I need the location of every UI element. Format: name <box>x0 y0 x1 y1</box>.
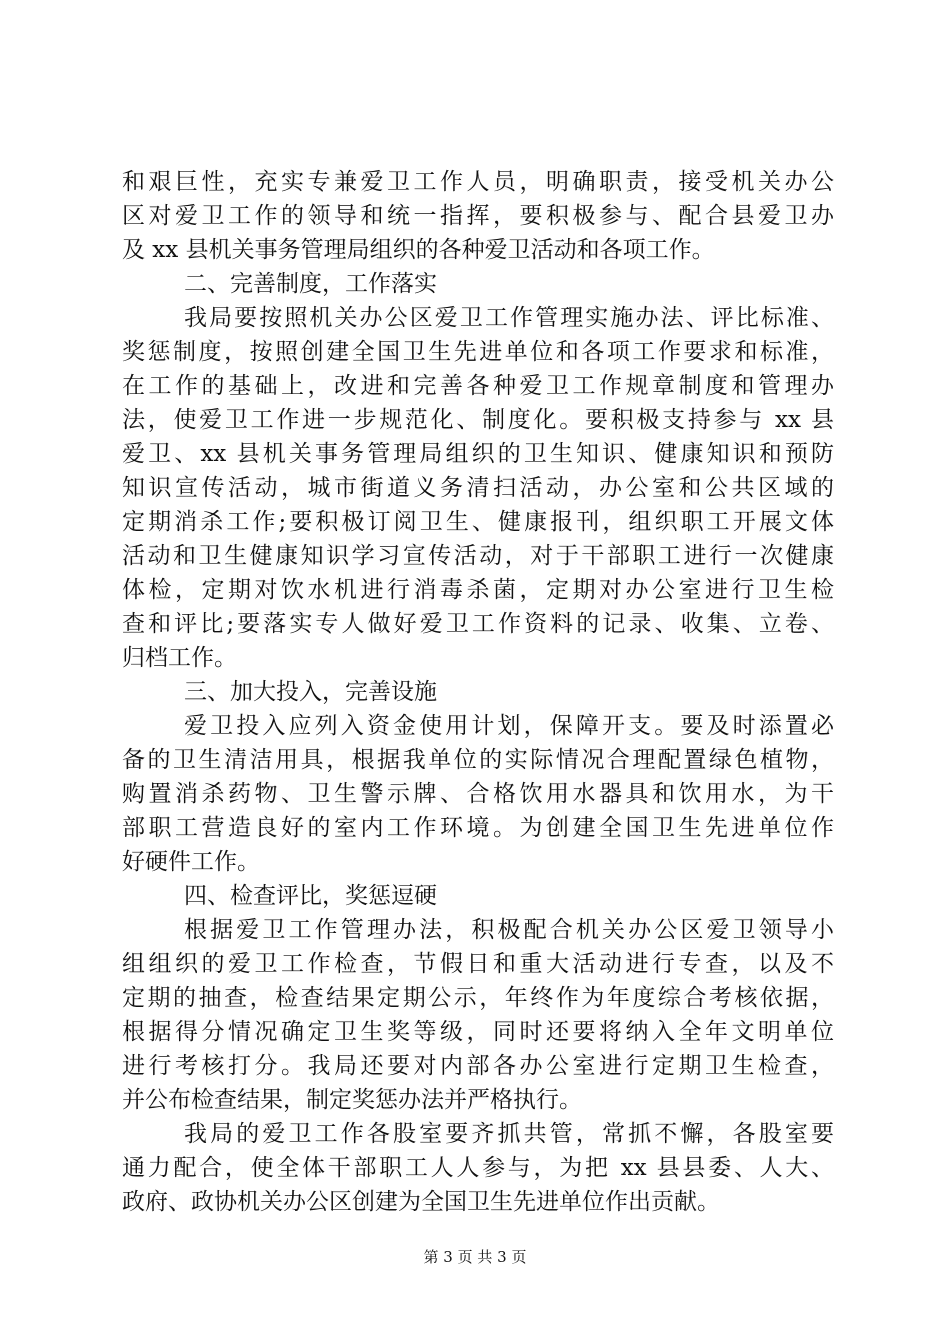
text-line: 活动和卫生健康知识学习宣传活动，对于干部职工进行一次健康 <box>122 543 834 569</box>
text-line: 根据得分情况确定卫生奖等级，同时还要将纳入全年文明单位 <box>122 1019 834 1045</box>
text-line: 区对爱卫工作的领导和统一指挥，要积极参与、配合县爱卫办 <box>122 203 834 229</box>
page-footer: 第 3 页 共 3 页 <box>423 1248 527 1266</box>
text-line: 在工作的基础上，改进和完善各种爱卫工作规章制度和管理办 <box>122 373 834 399</box>
text-line: 政府、政协机关办公区创建为全国卫生先进单位作出贡献。 <box>122 1189 720 1215</box>
text-line: 定期的抽查，检查结果定期公示，年终作为年度综合考核依据， <box>122 985 834 1011</box>
text-line: 并公布检查结果，制定奖惩办法并严格执行。 <box>122 1087 582 1113</box>
document-body <box>122 165 834 1219</box>
text-line: 根据爱卫工作管理办法，积极配合机关办公区爱卫领导小 <box>184 917 834 943</box>
text-line: 知识宣传活动，城市街道义务清扫活动，办公室和公共区域的 <box>122 475 834 501</box>
text-line: 体检，定期对饮水机进行消毒杀菌，定期对办公室进行卫生检 <box>122 577 834 603</box>
text-line: 爱卫、xx 县机关事务管理局组织的卫生知识、健康知识和预防 <box>122 441 834 467</box>
text-line: 法，使爱卫工作进一步规范化、制度化。要积极支持参与 xx 县 <box>122 407 834 433</box>
text-line: 及 xx 县机关事务管理局组织的各种爱卫活动和各项工作。 <box>122 237 715 263</box>
text-line: 四、检查评比，奖惩逗硬 <box>184 883 437 909</box>
text-line: 和艰巨性，充实专兼爱卫工作人员，明确职责，接受机关办公 <box>122 169 834 195</box>
text-line: 好硬件工作。 <box>122 849 260 875</box>
text-line: 我局的爱卫工作各股室要齐抓共管，常抓不懈，各股室要 <box>184 1121 834 1147</box>
text-line: 归档工作。 <box>122 645 237 671</box>
text-line: 奖惩制度，按照创建全国卫生先进单位和各项工作要求和标准， <box>122 339 834 365</box>
text-line: 部职工营造良好的室内工作环境。为创建全国卫生先进单位作 <box>122 815 834 841</box>
text-line: 进行考核打分。我局还要对内部各办公室进行定期卫生检查， <box>122 1053 834 1079</box>
text-line: 通力配合，使全体干部职工人人参与，为把 xx 县县委、人大、 <box>122 1155 834 1181</box>
text-line: 我局要按照机关办公区爱卫工作管理实施办法、评比标准、 <box>184 305 834 331</box>
text-line: 三、加大投入，完善设施 <box>184 679 437 705</box>
text-line: 组组织的爱卫工作检查，节假日和重大活动进行专查，以及不 <box>122 951 834 977</box>
text-line: 二、完善制度，工作落实 <box>184 271 437 297</box>
text-line: 购置消杀药物、卫生警示牌、合格饮用水器具和饮用水，为干 <box>122 781 834 807</box>
text-line: 定期消杀工作;要积极订阅卫生、健康报刊，组织职工开展文体 <box>122 509 834 535</box>
text-line: 查和评比;要落实专人做好爱卫工作资料的记录、收集、立卷、 <box>122 611 834 637</box>
text-line: 备的卫生清洁用具，根据我单位的实际情况合理配置绿色植物， <box>122 747 834 773</box>
text-line: 爱卫投入应列入资金使用计划，保障开支。要及时添置必 <box>184 713 834 739</box>
